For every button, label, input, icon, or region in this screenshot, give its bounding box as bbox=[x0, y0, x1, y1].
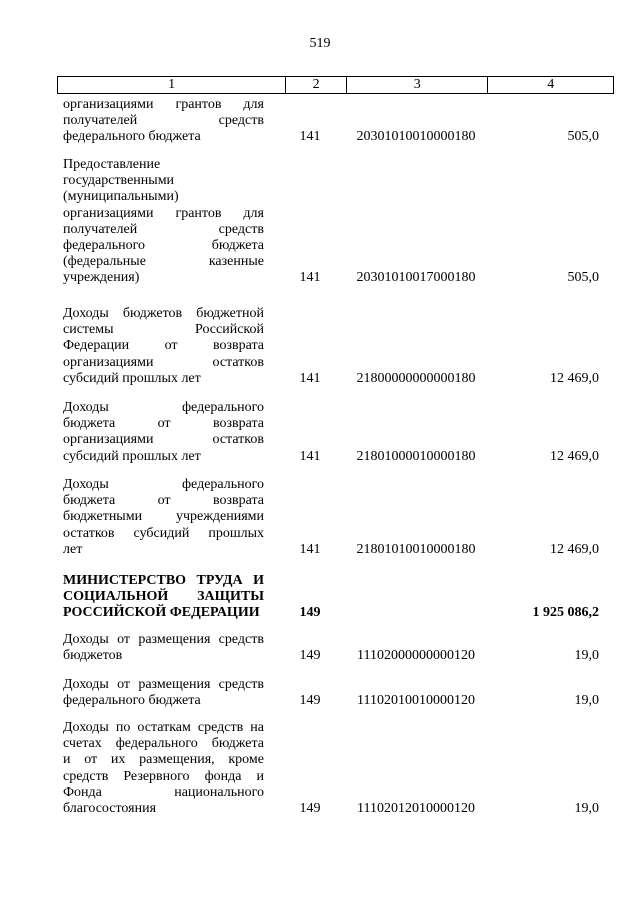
table-header bbox=[57, 76, 614, 94]
column-header-1: 1 bbox=[58, 77, 286, 93]
description-line: субсидий прошлых лет bbox=[63, 370, 201, 386]
description-line: лет bbox=[63, 541, 83, 557]
admin-code: 141 bbox=[299, 270, 321, 286]
amount: 1 925 086,2 bbox=[532, 605, 599, 621]
budget-code: 11102012010000120 bbox=[357, 801, 475, 816]
description-line: организациями грантов для bbox=[63, 205, 264, 221]
description-line: (муниципальными) bbox=[63, 189, 179, 205]
description-line: организациями грантов для bbox=[63, 97, 264, 112]
column-header-4: 4 bbox=[547, 77, 555, 92]
description-line: остатков субсидий прошлых bbox=[63, 525, 264, 541]
amount: 12 469,0 bbox=[550, 370, 599, 386]
amount: 19,0 bbox=[574, 801, 599, 816]
amount: 19,0 bbox=[574, 693, 599, 709]
budget-code: 21801010010000180 bbox=[356, 541, 476, 557]
admin-code: 141 bbox=[299, 370, 321, 386]
admin-code: 149 bbox=[299, 693, 321, 709]
description-line: бюджетными учреждениями bbox=[63, 509, 264, 525]
admin-code: 149 bbox=[299, 801, 321, 816]
description-line: Доходы по остаткам средств на bbox=[63, 720, 264, 735]
description-line: МИНИСТЕРСТВО ТРУДА И bbox=[63, 573, 264, 588]
description-line: бюджета от возврата bbox=[63, 416, 264, 432]
budget-code: 20301010010000180 bbox=[356, 129, 476, 145]
column-header-2: 2 bbox=[286, 77, 347, 93]
amount: 505,0 bbox=[567, 270, 599, 286]
description-line: Доходы федерального bbox=[63, 400, 264, 415]
admin-code: 141 bbox=[299, 541, 321, 557]
description-line: Доходы федерального bbox=[63, 477, 264, 492]
row-description bbox=[63, 400, 264, 465]
description-line: получателей средств bbox=[63, 113, 264, 129]
budget-code: 21801000010000180 bbox=[356, 448, 476, 464]
description-line: (федеральные казенные bbox=[63, 254, 264, 270]
description-line: государственными bbox=[63, 173, 175, 189]
description-line: СОЦИАЛЬНОЙ ЗАЩИТЫ bbox=[63, 589, 264, 605]
description-line: организациями остатков bbox=[63, 354, 264, 370]
description-line: системы Российской bbox=[63, 322, 264, 338]
description-line: федерального бюджета bbox=[63, 237, 264, 253]
description-line: федерального бюджета bbox=[63, 129, 201, 145]
budget-code: 11102000000000120 bbox=[357, 648, 475, 664]
description-line: субсидий прошлых лет bbox=[63, 448, 201, 464]
description-line: Доходы от размещения средств bbox=[63, 677, 264, 692]
description-line: организациями остатков bbox=[63, 432, 264, 448]
description-line: получателей средств bbox=[63, 221, 264, 237]
description-line: благосостояния bbox=[63, 800, 157, 816]
admin-code: 141 bbox=[299, 448, 321, 464]
row-description bbox=[63, 477, 264, 558]
description-line: бюджетов bbox=[63, 648, 123, 664]
budget-code: 20301010017000180 bbox=[356, 270, 476, 286]
admin-code: 149 bbox=[299, 648, 321, 664]
description-line: Доходы бюджетов бюджетной bbox=[63, 306, 264, 321]
description-line: Доходы от размещения средств bbox=[63, 632, 264, 647]
amount: 12 469,0 bbox=[550, 448, 599, 464]
description-line: Фонда национального bbox=[63, 784, 264, 800]
row-description bbox=[63, 157, 264, 287]
budget-code: 11102010010000120 bbox=[357, 693, 475, 709]
column-header-3: 3 bbox=[347, 77, 488, 93]
description-line: учреждения) bbox=[63, 270, 140, 286]
description-line: Предоставление bbox=[63, 157, 161, 172]
row-description bbox=[63, 632, 264, 664]
description-line: счетах федерального бюджета bbox=[63, 736, 264, 752]
page-number: 519 bbox=[309, 36, 331, 51]
description-line: РОССИЙСКОЙ ФЕДЕРАЦИИ bbox=[63, 605, 260, 621]
amount: 19,0 bbox=[574, 648, 599, 664]
description-line: Федерации от возврата bbox=[63, 338, 264, 354]
row-description bbox=[63, 306, 264, 387]
admin-code: 141 bbox=[299, 129, 321, 145]
description-line: и от их размещения, кроме bbox=[63, 752, 264, 768]
description-line: федерального бюджета bbox=[63, 693, 201, 709]
amount: 12 469,0 bbox=[550, 541, 599, 557]
row-description bbox=[63, 573, 264, 622]
description-line: средств Резервного фонда и bbox=[63, 768, 264, 784]
row-description bbox=[63, 97, 264, 146]
budget-code: 21800000000000180 bbox=[356, 370, 476, 386]
row-description bbox=[63, 720, 264, 817]
admin-code: 149 bbox=[299, 605, 321, 621]
description-line: бюджета от возврата bbox=[63, 493, 264, 509]
row-description bbox=[63, 677, 264, 709]
amount: 505,0 bbox=[567, 129, 599, 145]
